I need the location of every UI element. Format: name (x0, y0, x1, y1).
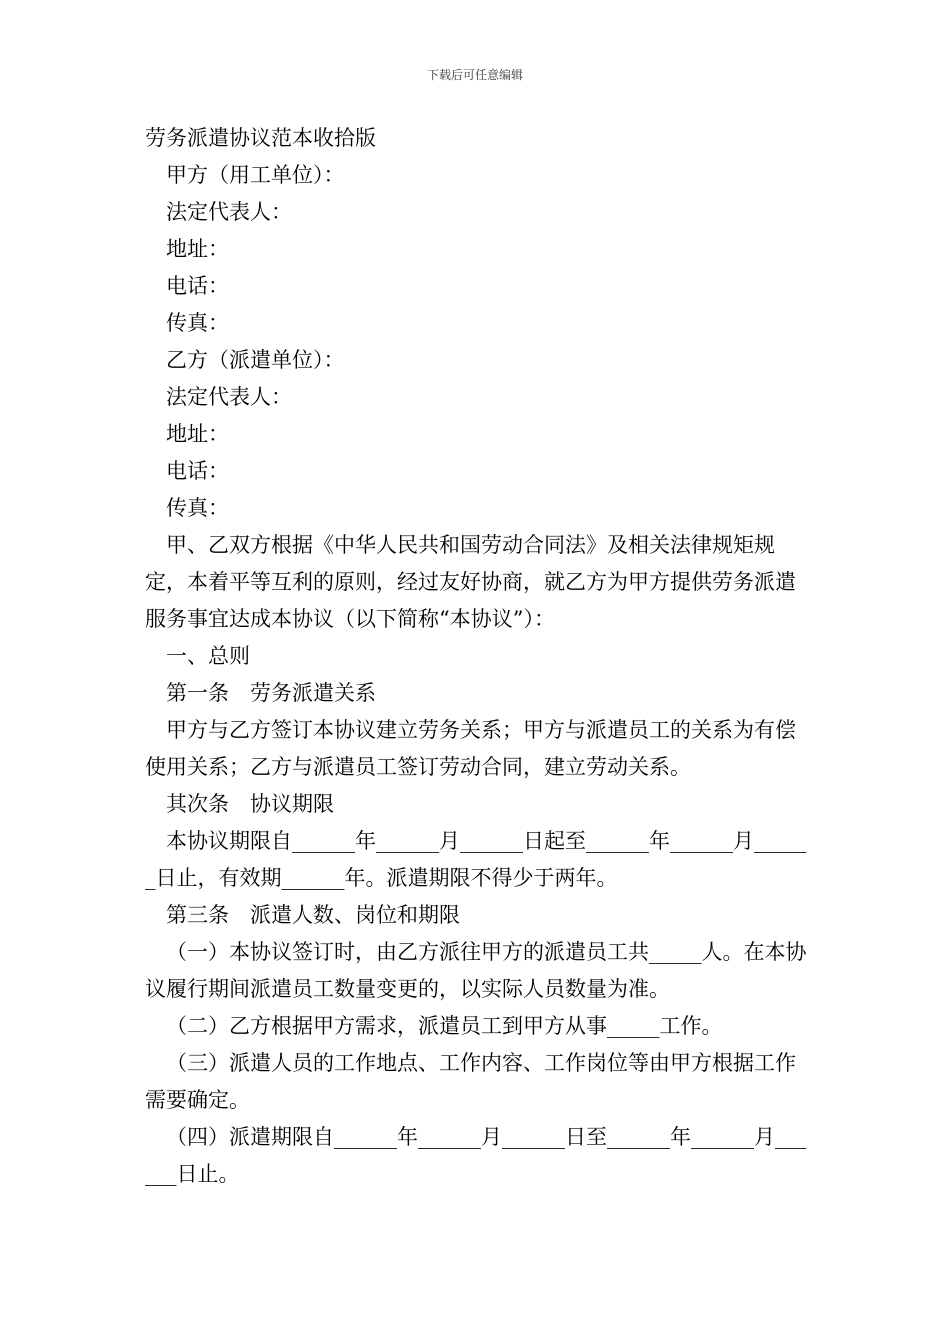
party-b-address: 地址： (166, 422, 229, 446)
party-b-fax: 传真： (166, 496, 229, 520)
article-1-title: 第一条 劳务派遣关系 (166, 681, 376, 705)
party-a-fax: 传真： (166, 311, 229, 335)
preamble-text: 甲、乙双方根据《中华人民共和国劳动合同法》及相关法律规矩规定，本着平等互利的原则，经过友好协商，就乙方为甲方提供劳务派遣服务事宜达成本协议（以下简称“本协议”）： (145, 533, 796, 631)
article-2-title: 其次条 协议期限 (166, 792, 334, 816)
party-a-address: 地址： (166, 237, 229, 261)
document-body (145, 120, 810, 1193)
party-a-legal-rep: 法定代表人： (166, 200, 292, 224)
article-3-item-4-paragraph (145, 1119, 810, 1193)
chapter-1-heading: 一、总则 (166, 644, 250, 668)
article-1-paragraph (145, 712, 810, 786)
party-b-phone: 电话： (166, 459, 229, 483)
party-a-phone: 电话： (166, 274, 229, 298)
document-title: 劳务派遣协议范本收拾版 (145, 126, 376, 150)
preamble-paragraph (145, 527, 810, 638)
article-2-text: 本协议期限自______年______月______日起至______年______月______日止，有效期______年。派遣期限不得少于两年。 (145, 829, 807, 890)
article-3-title: 第三条 派遣人数、岗位和期限 (166, 903, 460, 927)
article-3-item-1: （一）本协议签订时，由乙方派往甲方的派遣员工共_____人。在本协议履行期间派遣员工数量变更的，以实际人员数量为准。 (145, 940, 807, 1001)
article-3-item-1-paragraph (145, 934, 810, 1008)
party-b-label: 乙方（派遣单位）： (166, 348, 345, 372)
article-3-item-2: （二）乙方根据甲方需求，派遣员工到甲方从事_____工作。 (166, 1014, 723, 1038)
party-b-legal-rep: 法定代表人： (166, 385, 292, 409)
page-header-note: 下载后可任意编辑 (426, 68, 523, 82)
article-1-text: 甲方与乙方签订本协议建立劳务关系；甲方与派遣员工的关系为有偿使用关系；乙方与派遣员工签订劳动合同，建立劳动关系。 (145, 718, 796, 779)
party-a-label: 甲方（用工单位）： (166, 163, 345, 187)
article-3-item-3: （三）派遣人员的工作地点、工作内容、工作岗位等由甲方根据工作需要确定。 (145, 1051, 796, 1112)
article-3-item-4: （四）派遣期限自______年______月______日至______年______月______日止。 (145, 1125, 807, 1186)
article-3-item-2-paragraph (145, 1008, 810, 1045)
article-2-paragraph (145, 823, 810, 897)
article-3-item-3-paragraph (145, 1045, 810, 1119)
